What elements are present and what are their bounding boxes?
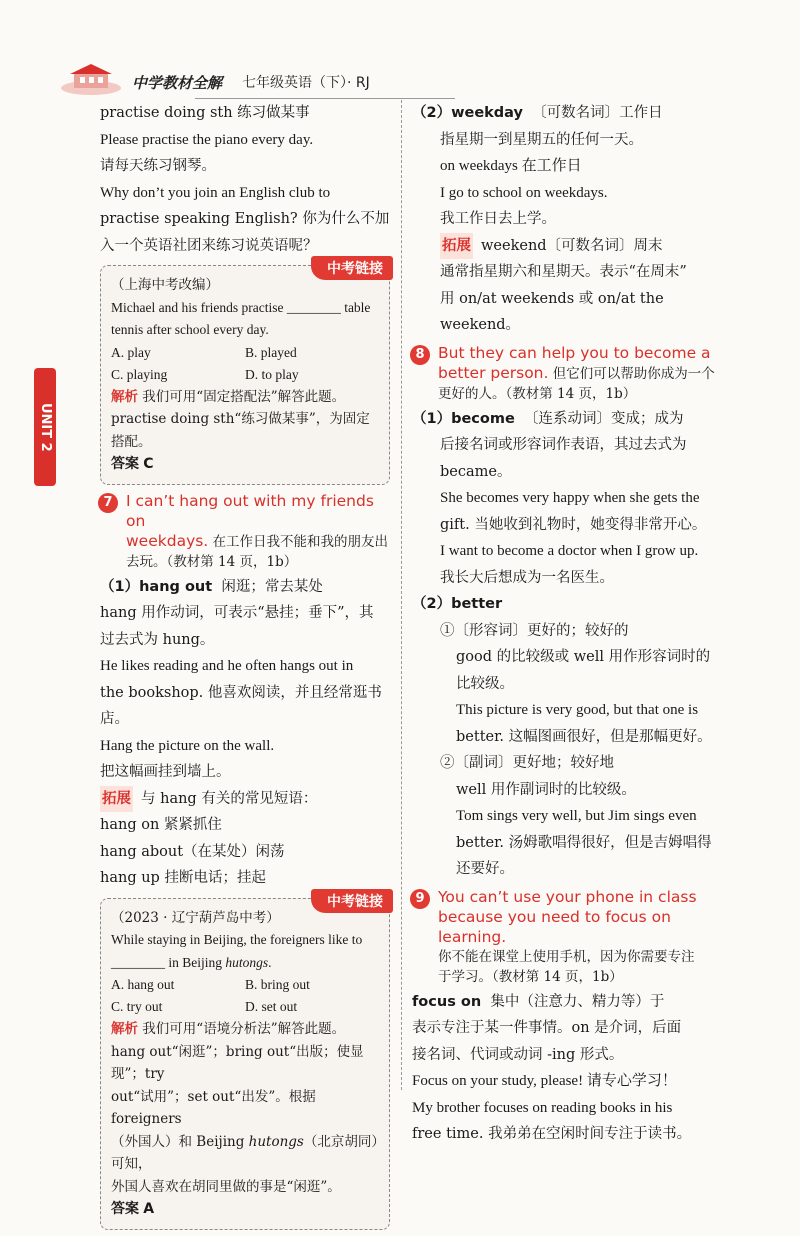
translation: 把这幅画挂到墙上。 xyxy=(100,764,231,780)
phrase-item: hang up 挂断电话；挂起 xyxy=(100,870,266,886)
section-title: You can’t use your phone in class xyxy=(438,887,697,906)
phrase-heading xyxy=(412,100,730,127)
translation: 还要好。 xyxy=(456,861,514,877)
sense-heading: ②〔副词〕更好地；较好地 xyxy=(440,755,614,771)
section-title: because you need to focus on learning. xyxy=(438,907,671,946)
translation: 我长大后想成为一名医生。 xyxy=(440,569,614,586)
question-text-italic: hutongs xyxy=(225,954,269,970)
extension-label: 拓展 xyxy=(100,786,133,813)
text-line: good 的比较级或 well 用作形容词时的 xyxy=(456,649,711,665)
translation: 请每天练习钢琴。 xyxy=(100,158,216,174)
section-8 xyxy=(412,343,730,404)
example-sentence: This picture is very good, but that one is xyxy=(456,702,699,718)
example-sentence: Focus on your study, please! 请专心学习！ xyxy=(412,1073,677,1089)
section-translation: 你不能在课堂上使用手机，因为你需要专注 xyxy=(438,948,695,965)
phrase-item: hang on 紧紧抓住 xyxy=(100,817,222,833)
extension-line xyxy=(100,786,390,813)
text-line: 指星期一到星期五的任何一天。 xyxy=(440,131,643,148)
analysis-text xyxy=(111,1131,379,1176)
question-text: Michael and his friends practise ________ table xyxy=(111,299,371,315)
analysis-label: 解析 xyxy=(111,1021,138,1037)
section-9 xyxy=(412,887,730,987)
section-number: 9 xyxy=(410,889,430,909)
exam-link-box-1 xyxy=(100,261,390,485)
question-text-part: . xyxy=(268,954,272,970)
text-line: 比较级。 xyxy=(456,675,514,692)
example-sentence: I want to become a doctor when I grow up. xyxy=(440,543,699,559)
answer-options xyxy=(111,974,379,1018)
column-divider xyxy=(401,100,402,1090)
example-sentence: I go to school on weekdays. xyxy=(440,184,608,201)
section-title: I can’t hang out with my friends on xyxy=(126,491,374,530)
text-line: became。 xyxy=(440,463,512,480)
phrase-label: （2）weekday xyxy=(412,105,523,121)
option-d: D. to play xyxy=(245,366,299,382)
example-sentence: practise speaking English? 你为什么不加 xyxy=(100,211,390,227)
option-a: A. hang out xyxy=(111,977,175,992)
right-column xyxy=(412,100,730,1148)
page-header xyxy=(60,60,390,100)
option-a: A. play xyxy=(111,344,151,360)
school-building-logo-icon xyxy=(60,62,122,96)
example-sentence: Please practise the piano every day. xyxy=(100,131,314,148)
extension-line xyxy=(412,233,730,260)
extension-label: 拓展 xyxy=(440,233,473,260)
section-7 xyxy=(100,491,390,572)
option-d: D. set out xyxy=(245,999,298,1014)
section-number: 7 xyxy=(98,493,118,513)
extension-text: weekend〔可数名词〕周末 xyxy=(481,237,663,254)
text-line: 接名词、代词或动词 -ing 形式。 xyxy=(412,1046,624,1063)
analysis-text-part: （外国人）和 Beijing xyxy=(111,1133,249,1150)
phrase-heading xyxy=(412,989,730,1016)
sense-heading: ①〔形容词〕更好的；较好的 xyxy=(440,622,629,639)
phrase-heading xyxy=(412,591,730,618)
text-line: 后接名词或形容词作表语，其过去式为 xyxy=(440,437,687,453)
answer-label: 答案 xyxy=(111,1201,139,1217)
exam-link-badge: 中考链接 xyxy=(311,256,393,280)
analysis-text: 我们可用“固定搭配法”解答此题。 xyxy=(142,388,346,405)
answer-value: A xyxy=(143,1201,155,1217)
example-sentence: Why don’t you join an English club to xyxy=(100,184,331,201)
phrase-meaning: 〔可数名词〕工作日 xyxy=(532,105,663,121)
answer-line xyxy=(111,1198,379,1221)
text-line: practise doing sth 练习做某事 xyxy=(100,105,310,121)
analysis-text: out“试用”；set out“出发”。根据 foreigners xyxy=(111,1088,316,1127)
phrase-heading xyxy=(100,574,390,601)
unit-side-tab: UNIT 2 xyxy=(34,368,56,486)
example-sentence: Tom sings very well, but Jim sings even xyxy=(456,808,697,824)
exam-source: （2023 · 辽宁葫芦岛中考） xyxy=(111,909,280,926)
option-b: B. played xyxy=(245,344,297,360)
answer-options xyxy=(111,342,379,386)
book-grade: 七年级英语（下）· RJ xyxy=(242,75,370,91)
text-line: hang 用作动词，可表示“悬挂；垂下”，其 xyxy=(100,605,374,621)
phrase-heading xyxy=(412,406,730,433)
example-sentence: gift. 当她收到礼物时，她变得非常开心。 xyxy=(440,516,707,533)
analysis-line xyxy=(111,386,379,409)
section-title: But they can help you to become a xyxy=(438,343,711,362)
book-brand: 中学教材全解 xyxy=(132,74,223,92)
analysis-line xyxy=(111,1018,379,1041)
example-sentence: My brother focuses on reading books in his xyxy=(412,1099,673,1116)
phrase-label: （1）hang out xyxy=(100,578,213,595)
phrase-label: （1）become xyxy=(412,410,515,427)
question-text xyxy=(111,952,379,975)
section-number: 8 xyxy=(410,345,430,365)
text-line: 过去式为 hung。 xyxy=(100,631,215,648)
text-line: on weekdays 在工作日 xyxy=(440,158,582,174)
section-title: better person. xyxy=(438,363,549,382)
example-sentence: better. 汤姆歌唱得很好，但是吉姆唱得 xyxy=(456,834,712,851)
exam-link-box-2 xyxy=(100,893,390,1230)
section-translation: 更好的人。（教材第 14 页，1b） xyxy=(438,385,637,402)
translation: 我工作日去上学。 xyxy=(440,211,556,227)
text-line: 用 on/at weekends 或 on/at the weekend。 xyxy=(440,290,664,333)
example-sentence: Hang the picture on the wall. xyxy=(100,737,275,754)
text-line: 通常指星期六和星期天。表示“在周末” xyxy=(440,264,687,280)
translation: 入一个英语社团来练习说英语呢？ xyxy=(100,237,318,254)
example-sentence: better. 这幅图画很好，但是那幅更好。 xyxy=(456,728,712,745)
left-column xyxy=(100,100,390,1236)
section-title: weekdays. xyxy=(126,531,209,550)
option-c: C. try out xyxy=(111,999,163,1014)
phrase-item: hang about（在某处）闲荡 xyxy=(100,843,285,860)
header-rule xyxy=(195,98,455,99)
question-text: tennis after school every day. xyxy=(111,322,269,337)
exam-source: （上海中考改编） xyxy=(111,277,219,293)
analysis-text: 我们可用“语境分析法”解答此题。 xyxy=(142,1021,346,1037)
analysis-text-part: （北京胡同）可知， xyxy=(111,1133,379,1172)
example-sentence: She becomes very happy when she gets the xyxy=(440,490,700,506)
analysis-text: 外国人喜欢在胡同里做的事是“闲逛”。 xyxy=(111,1178,341,1195)
phrase-meaning: 闲逛；常去某处 xyxy=(221,578,323,595)
example-sentence: free time. 我弟弟在空闲时间专注于读书。 xyxy=(412,1126,692,1142)
question-text: While staying in Beijing, the foreigners like to xyxy=(111,932,363,947)
text-line: well 用作副词时的比较级。 xyxy=(456,781,636,798)
extension-text: 与 hang 有关的常见短语： xyxy=(141,790,318,807)
exam-link-badge: 中考链接 xyxy=(311,889,393,913)
answer-line xyxy=(111,453,379,476)
answer-label: 答案 xyxy=(111,456,139,472)
question-text-part: ________ in Beijing xyxy=(111,954,226,970)
section-translation: 去玩。（教材第 14 页，1b） xyxy=(126,553,298,570)
analysis-text: hang out“闲逛”；bring out“出版；使显现”；try xyxy=(111,1043,364,1082)
phrase-label: focus on xyxy=(412,993,482,1010)
section-translation: 但它们可以帮助你成为一个 xyxy=(552,365,715,382)
section-translation: 在工作日我不能和我的朋友出 xyxy=(212,533,389,550)
section-translation: 于学习。（教材第 14 页，1b） xyxy=(438,968,623,985)
option-c: C. playing xyxy=(111,366,168,382)
analysis-label: 解析 xyxy=(111,388,138,405)
example-sentence: the bookshop. 他喜欢阅读，并且经常逛书店。 xyxy=(100,684,382,727)
phrase-meaning: 集中（注意力、精力等）于 xyxy=(490,993,665,1010)
analysis-text-italic: hutongs xyxy=(248,1133,304,1150)
answer-value: C xyxy=(143,456,154,472)
phrase-meaning: 〔连系动词〕变成；成为 xyxy=(524,410,684,427)
analysis-text: practise doing sth“练习做某事”，为固定搭配。 xyxy=(111,411,370,450)
example-sentence: He likes reading and he often hangs out in xyxy=(100,658,354,674)
phrase-label: （2）better xyxy=(412,596,503,612)
option-b: B. bring out xyxy=(245,977,310,992)
text-line: 表示专注于某一件事情。on 是介词，后面 xyxy=(412,1020,682,1036)
